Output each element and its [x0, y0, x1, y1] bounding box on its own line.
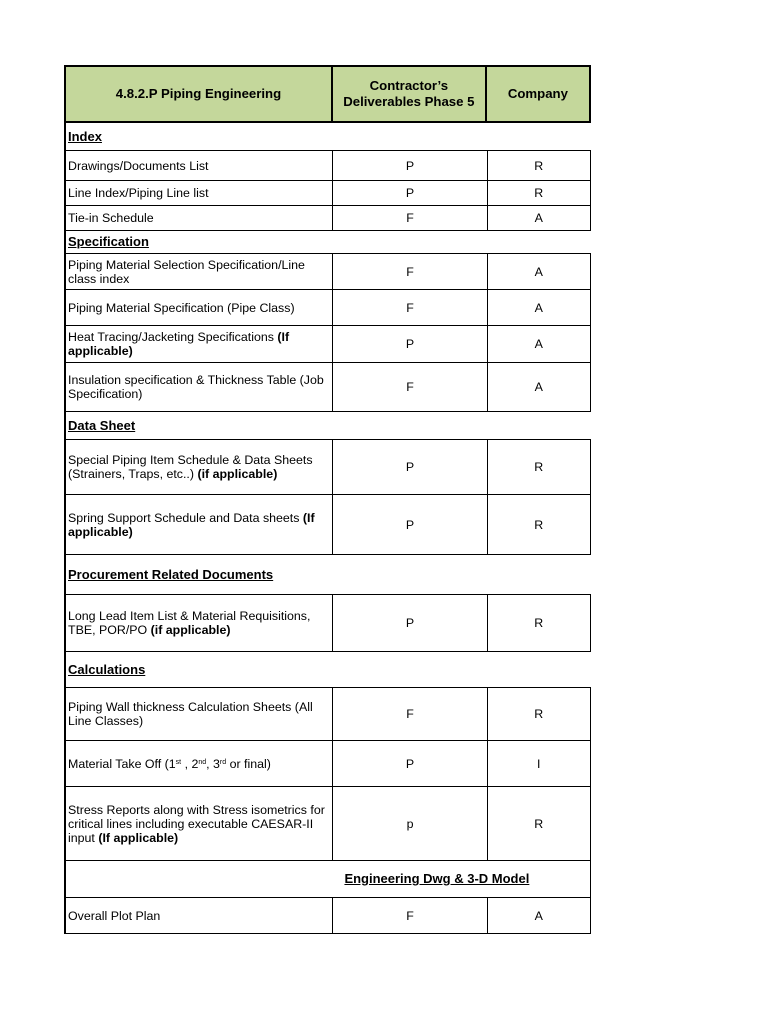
row-company-code: R: [534, 460, 544, 474]
table-row: [64, 150, 591, 181]
row-contractor-code: F: [333, 290, 487, 325]
deliverables-table: [64, 65, 591, 934]
section-index: [64, 123, 591, 150]
section-data-sheet: [64, 412, 591, 439]
row-description: Special Piping Item Schedule & Data Sheets (Strainers, Traps, etc..) (if applicable): [66, 440, 333, 494]
row-description: Long Lead Item List & Material Requisitions, TBE, POR/PO (if applicable): [66, 595, 333, 651]
table-row: [64, 181, 591, 206]
row-contractor-code: P: [333, 741, 487, 786]
table-row: [64, 897, 591, 934]
table-row: [64, 363, 591, 412]
table-row: [64, 439, 591, 495]
row-company-code: R: [534, 707, 544, 721]
table-row: [64, 594, 591, 652]
table-row: [64, 495, 591, 555]
row-description: Insulation specification & Thickness Table (Job Specification): [66, 363, 333, 411]
table-row: [64, 290, 591, 326]
section-spacer: [66, 861, 333, 897]
row-company-code: R: [534, 186, 544, 200]
section-title: Calculations: [68, 661, 146, 677]
row-description: Tie-in Schedule: [66, 206, 333, 230]
header-company: Company: [487, 67, 589, 121]
section-calculations: [64, 652, 591, 687]
row-contractor-code: P: [333, 440, 487, 494]
section-specification: [64, 231, 591, 253]
section-engineering-dwg: [64, 861, 591, 897]
row-contractor-code: P: [333, 595, 487, 651]
section-title: Specification: [68, 234, 149, 249]
row-company-code: I: [537, 756, 541, 771]
row-company-code: A: [534, 300, 543, 315]
row-company-code: R: [534, 517, 544, 532]
row-description: Material Take Off (1st , 2nd, 3rd or final): [66, 741, 333, 786]
row-contractor-code: P: [333, 326, 487, 362]
row-description: Line Index/Piping Line list: [66, 181, 333, 205]
row-company-code: A: [534, 211, 543, 225]
table-row: [64, 326, 591, 363]
row-description: Spring Support Schedule and Data sheets (If applicable): [66, 495, 333, 554]
row-contractor-code: P: [333, 181, 487, 205]
row-description: Piping Material Selection Specification/Line class index: [66, 254, 333, 289]
table-row: [64, 253, 591, 290]
row-description: Heat Tracing/Jacketing Specifications (If applicable): [66, 326, 333, 362]
row-company-code: A: [534, 380, 543, 394]
row-description: Overall Plot Plan: [66, 898, 333, 933]
row-contractor-code: P: [333, 495, 487, 554]
row-company-code: A: [534, 264, 543, 279]
section-procurement: [64, 555, 591, 594]
table-row: [64, 741, 591, 787]
row-contractor-code: P: [333, 151, 487, 180]
row-contractor-code: F: [333, 206, 487, 230]
section-title: Engineering Dwg & 3-D Model: [344, 871, 530, 886]
header-piping-engineering: 4.8.2.P Piping Engineering: [66, 67, 333, 121]
row-company-code: R: [534, 616, 544, 630]
row-company-code: A: [534, 908, 543, 923]
section-title: Procurement Related Documents: [68, 566, 274, 582]
row-description: Piping Wall thickness Calculation Sheets (All Line Classes): [66, 688, 333, 740]
row-description: Drawings/Documents List: [66, 151, 333, 180]
row-description: Stress Reports along with Stress isometrics for critical lines including executable CAESAR-II input (If applicable): [66, 787, 333, 860]
row-company-code: R: [534, 816, 544, 831]
table-row: [64, 787, 591, 861]
row-contractor-code: F: [333, 254, 487, 289]
header-contractor-deliverables: Contractor’s Deliverables Phase 5: [333, 67, 487, 121]
row-contractor-code: F: [333, 688, 487, 740]
row-contractor-code: p: [333, 787, 487, 860]
table-row: [64, 206, 591, 231]
row-company-code: R: [534, 158, 544, 173]
section-title: Index: [68, 128, 102, 144]
section-title: Data Sheet: [68, 417, 136, 433]
row-company-code: A: [534, 337, 543, 351]
row-contractor-code: F: [333, 898, 487, 933]
table-header: [64, 65, 591, 123]
table-row: [64, 687, 591, 741]
row-contractor-code: F: [333, 363, 487, 411]
row-description: Piping Material Specification (Pipe Class): [66, 290, 333, 325]
